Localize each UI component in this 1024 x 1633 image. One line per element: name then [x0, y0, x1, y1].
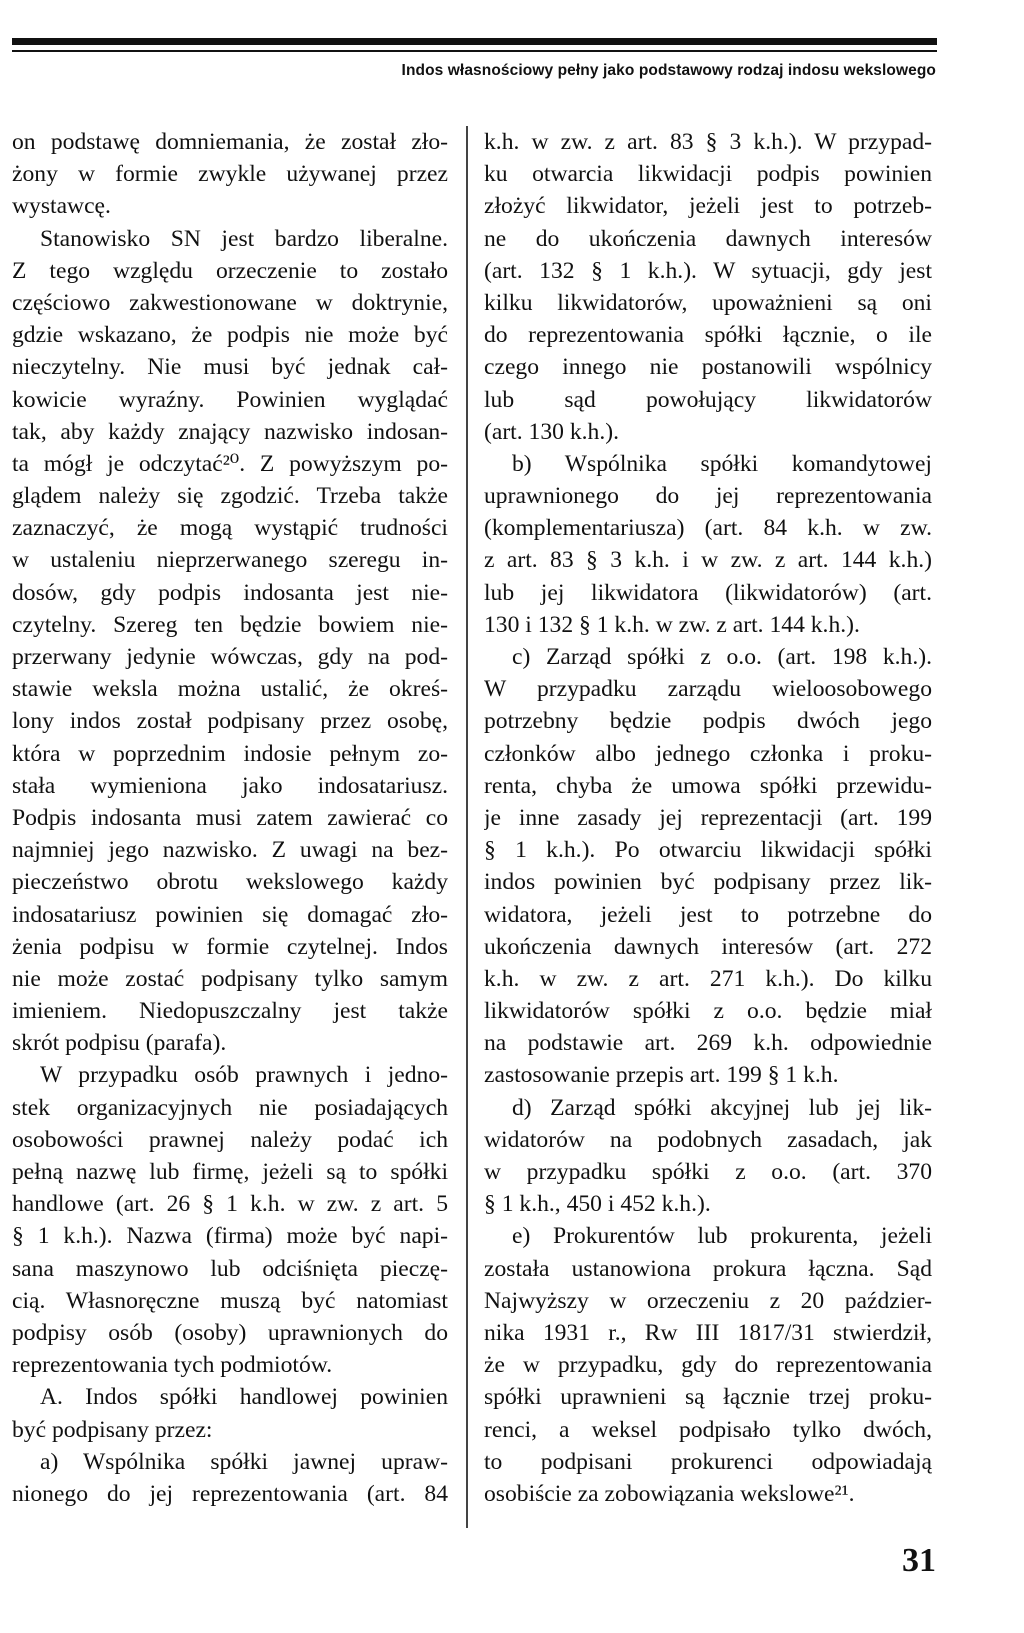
left-column-line: przerwany jedynie wówczas, gdy na pod- [12, 644, 448, 670]
left-column-line: dosów, gdy podpis indosanta jest nie- [12, 579, 448, 606]
right-column-line: do reprezentowania spółki łącznie, o ile [484, 322, 932, 349]
left-text-column [12, 126, 448, 1510]
left-column-line: tak, aby każdy znający nazwisko indosan- [12, 418, 448, 445]
right-column-line: widatora, jeżeli jest to potrzebne do [484, 901, 932, 928]
running-head: Indos własnościowy pełny jako podstawowy rodzaj indosu wekslowego [401, 62, 936, 79]
left-column-line: A. Indos spółki handlowej powinien [40, 1384, 448, 1411]
left-column-line: Podpis indosanta musi zatem zawierać co [12, 804, 448, 831]
right-column-line: spółki uprawnieni są łącznie trzej proku- [484, 1384, 932, 1411]
left-column-line: być podpisany przez: [12, 1416, 213, 1443]
left-column-line: częściowo zakwestionowane w doktrynie, [12, 289, 448, 316]
right-column-line: na podstawie art. 269 k.h. odpowiednie [484, 1030, 932, 1057]
right-column-line: osobiście za zobowiązania wekslowe²¹. [484, 1480, 855, 1507]
left-column-line: handlowe (art. 26 § 1 k.h. w zw. z art. 5 [12, 1191, 448, 1218]
left-column-line: żony w formie zwykle używanej przez [12, 161, 448, 188]
left-column-line: pieczeństwo obrotu wekslowego każdy [12, 869, 448, 896]
left-column-line: wystawcę. [12, 193, 111, 220]
left-column-line: ta mógł je odczytać²⁰. Z powyższym po- [12, 450, 448, 477]
right-column-line: lub sąd powołujący likwidatorów [484, 386, 932, 413]
left-column-line: imieniem. Niedopuszczalny jest także [12, 998, 448, 1025]
left-column-line: on podstawę domniemania, że został zło- [12, 129, 448, 155]
right-column-line: potrzebny będzie podpis dwóch jego [484, 708, 932, 735]
right-column-line: likwidatorów spółki z o.o. będzie miał [484, 998, 932, 1025]
left-column-line: stek organizacyjnych nie posiadających [12, 1094, 448, 1121]
left-column-line: stała wymieniona jako indosatariusz. [12, 772, 448, 799]
left-column-line: podpisy osób (osoby) uprawnionych do [12, 1319, 448, 1346]
right-column-line: z art. 83 § 3 k.h. i w zw. z art. 144 k.h.) [484, 547, 932, 574]
right-column-line: b) Wspólnika spółki komandytowej [512, 450, 932, 477]
left-column-line: sana maszynowo lub odciśnięta pieczę- [12, 1255, 448, 1282]
right-column-line: W przypadku zarządu wieloosobowego [484, 676, 932, 703]
right-column-line: renci, a weksel podpisało tylko dwóch, [484, 1416, 932, 1443]
right-column-line: że w przypadku, gdy do reprezentowania [484, 1352, 932, 1379]
left-column-line: glądem należy się zgodzić. Trzeba także [12, 483, 448, 510]
left-column-line: czytelny. Szereg ten będzie bowiem nie- [12, 611, 448, 638]
right-column-line: członków albo jednego członka i proku- [484, 740, 932, 767]
left-column-line: zaznaczyć, że mogą wystąpić trudności [12, 515, 448, 542]
right-column-line: w przypadku spółki z o.o. (art. 370 [484, 1159, 932, 1185]
left-column-line: nionego do jej reprezentowania (art. 84 [12, 1480, 448, 1507]
right-column-line: lub jej likwidatora (likwidatorów) (art. [484, 579, 932, 606]
left-column-line: nie może zostać podpisany tylko samym [12, 965, 448, 992]
right-column-line: złożyć likwidator, jeżeli jest to potrzeb- [484, 193, 932, 220]
right-column-line: k.h. w zw. z art. 271 k.h.). Do kilku [484, 965, 932, 992]
right-column-line: je inne zasady jej reprezentacji (art. 199 [484, 804, 932, 831]
left-column-line: osobowości prawnej należy podać ich [12, 1126, 448, 1153]
right-column-line: widatorów na podobnych zasadach, jak [484, 1126, 932, 1153]
right-column-line: § 1 k.h., 450 i 452 k.h.). [484, 1191, 711, 1218]
header-rule-thick [12, 38, 937, 45]
left-column-line: skrót podpisu (parafa). [12, 1030, 227, 1057]
left-column-line: gdzie wskazano, że podpis nie może być [12, 322, 448, 349]
right-column-line: zastosowanie przepis art. 199 § 1 k.h. [484, 1062, 839, 1089]
right-column-line: 130 i 132 § 1 k.h. w zw. z art. 144 k.h.). [484, 611, 860, 638]
left-column-line: cią. Własnoręczne muszą być natomiast [12, 1287, 448, 1314]
right-column-line: kilku likwidatorów, upoważnieni są oni [484, 289, 932, 316]
right-column-line: nika 1931 r., Rw III 1817/31 stwierdził, [484, 1319, 932, 1346]
left-column-line: żenia podpisu w formie czytelnej. Indos [12, 933, 448, 960]
left-column-line: w ustaleniu nieprzerwanego szeregu in- [12, 547, 448, 574]
left-column-line: Z tego względu orzeczenie to zostało [12, 257, 448, 284]
right-column-line: (komplementariusza) (art. 84 k.h. w zw. [484, 515, 932, 542]
right-column-line: indos powinien być podpisany przez lik- [484, 869, 932, 896]
left-column-line: W przypadku osób prawnych i jedno- [40, 1062, 448, 1089]
right-column-line: (art. 132 § 1 k.h.). W sytuacji, gdy jest [484, 257, 932, 284]
right-column-line: została ustanowiona prokura łączna. Sąd [484, 1255, 932, 1282]
left-column-line: indosatariusz powinien się domagać zło- [12, 901, 448, 928]
right-column-line: czego innego nie postanowili wspólnicy [484, 354, 932, 381]
page-number: 31 [902, 1542, 936, 1579]
column-divider [466, 126, 468, 1528]
right-column-line: § 1 k.h.). Po otwarciu likwidacji spółki [484, 837, 932, 864]
right-column-line: uprawnionego do jej reprezentowania [484, 483, 932, 510]
left-column-line: która w poprzednim indosie pełnym zo- [12, 740, 448, 767]
left-column-line: Stanowisko SN jest bardzo liberalne. [40, 225, 448, 252]
right-column-line: ne do ukończenia dawnych interesów [484, 225, 932, 252]
right-column-line: (art. 130 k.h.). [484, 418, 619, 445]
right-column-line: ukończenia dawnych interesów (art. 272 [484, 933, 932, 960]
left-column-line: § 1 k.h.). Nazwa (firma) może być napi- [12, 1223, 448, 1250]
left-column-line: nieczytelny. Nie musi być jednak cał- [12, 354, 448, 381]
right-column-line: c) Zarząd spółki z o.o. (art. 198 k.h.). [512, 644, 932, 670]
left-column-line: reprezentowania tych podmiotów. [12, 1352, 333, 1379]
right-column-line: to podpisani prokurenci odpowiadają [484, 1448, 932, 1475]
right-column-line: e) Prokurentów lub prokurenta, jeżeli [512, 1223, 932, 1250]
left-column-line: stawie weksla można ustalić, że okreś- [12, 676, 448, 703]
right-column-line: ku otwarcia likwidacji podpis powinien [484, 161, 932, 188]
left-column-line: kowicie wyraźny. Powinien wyglądać [12, 386, 448, 413]
right-column-line: renta, chyba że umowa spółki przewidu- [484, 772, 932, 799]
left-column-line: najmniej jego nazwisko. Z uwagi na bez- [12, 837, 448, 864]
left-column-line: pełną nazwę lub firmę, jeżeli są to spółki [12, 1159, 448, 1185]
right-text-column [484, 126, 932, 1510]
right-column-line: Najwyższy w orzeczeniu z 20 paździer- [484, 1287, 932, 1314]
left-column-line: a) Wspólnika spółki jawnej upraw- [40, 1448, 448, 1475]
header-rule-thin [12, 50, 937, 52]
right-column-line: k.h. w zw. z art. 83 § 3 k.h.). W przypad- [484, 129, 932, 155]
right-column-line: d) Zarząd spółki akcyjnej lub jej lik- [512, 1094, 932, 1121]
left-column-line: lony indos został podpisany przez osobę, [12, 708, 448, 735]
